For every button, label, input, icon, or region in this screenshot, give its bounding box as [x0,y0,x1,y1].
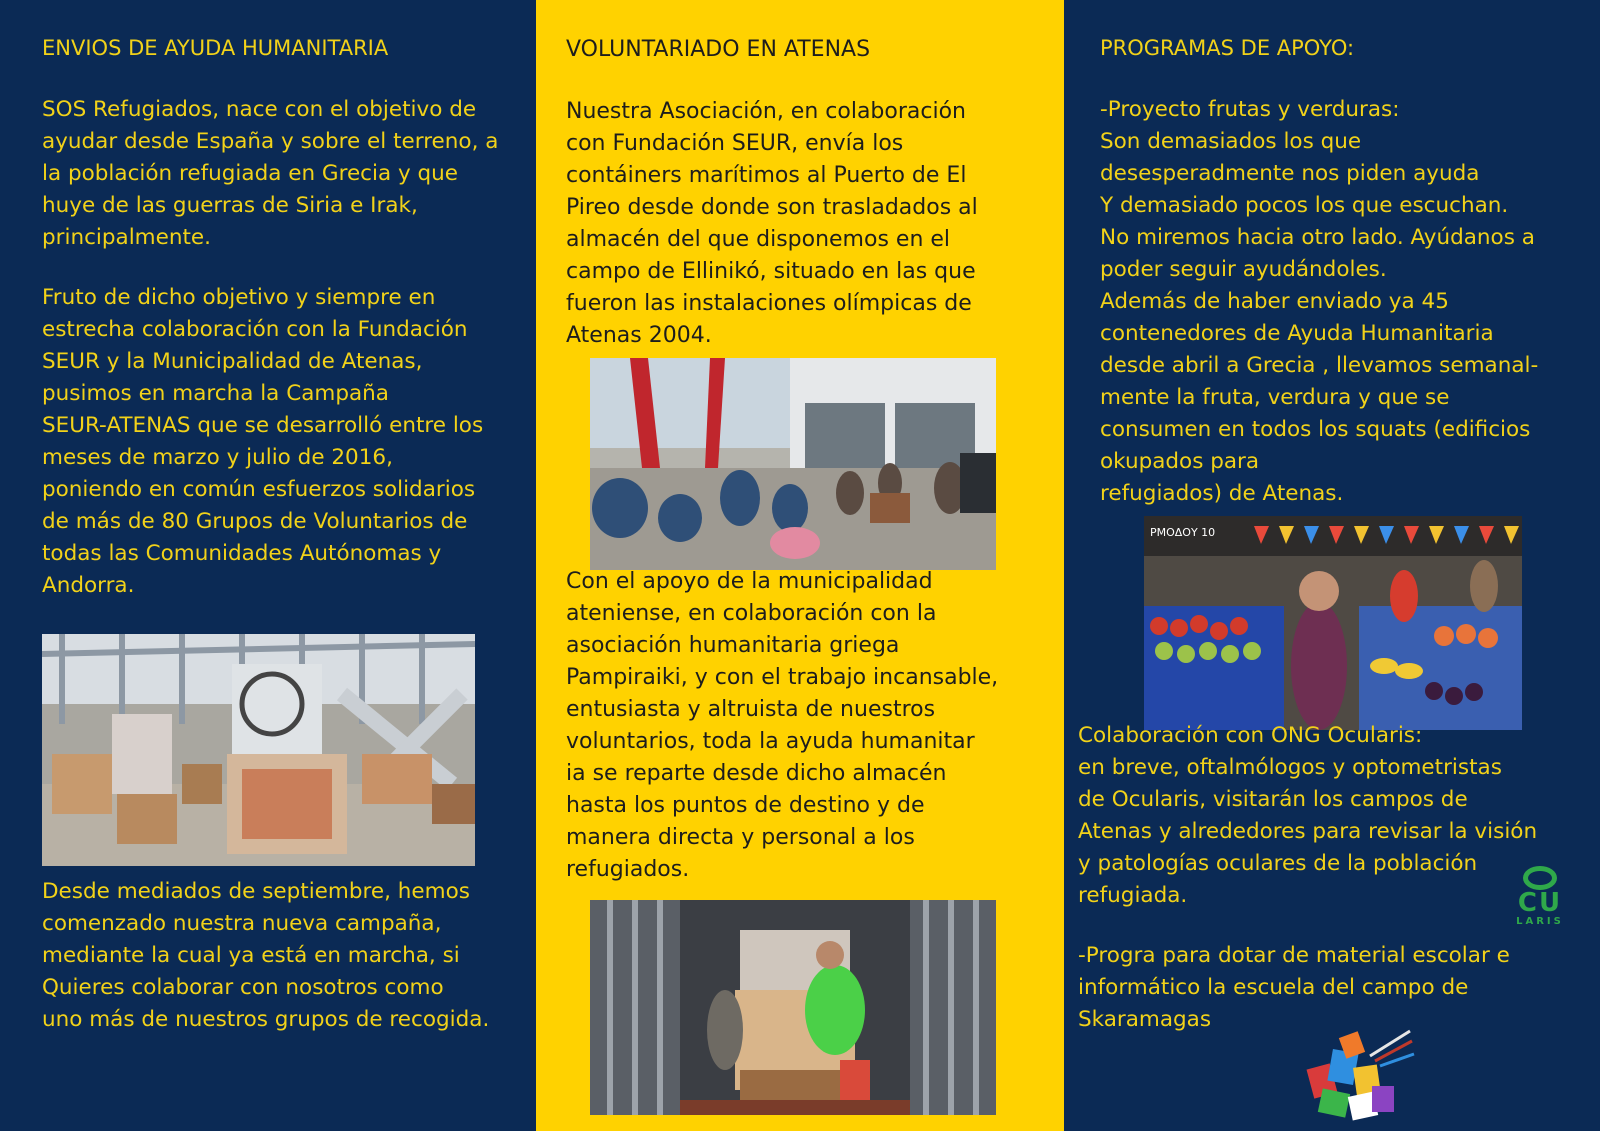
market-photo [1144,516,1522,730]
left-panel [0,0,536,1131]
right-panel [1064,0,1600,1131]
market-sign-text: ΡΜΟΔΟΥ 10 [1150,526,1216,539]
ocularis-eye-icon [1523,866,1557,890]
left-paragraph-1: SOS Refugiados, nace con el objetivo de ayudar desde España y sobre el terreno, a la población refugiada en Grecia y que huye de las guerras de Siria e Irak, principalmente. [42,97,499,250]
ocularis-logo [1508,866,1572,944]
school-supplies-image [1300,1026,1416,1126]
left-heading: ENVIOS DE AYUDA HUMANITARIA [42,36,389,60]
container-photo [590,900,996,1115]
volunteers-photo [590,358,996,570]
right-paragraph-2: Colaboración con ONG Ocularis: en breve, oftalmólogos y optometristas de Ocularis, visitarán los campos de Atenas y alrededores para revisar la visión y patologías oculares de la población refugiada. [1078,723,1538,908]
right-heading: PROGRAMAS DE APOYO: [1100,36,1355,60]
middle-paragraph-1: Nuestra Asociación, en colaboración con Fundación SEUR, envía los contáiners marítimos al Puerto de El Pireo desde donde son trasladados al almacén del que disponemos en el campo de Ellinikó, situado en las que fueron las instalaciones olímpicas de Atenas 2004. [566,99,978,348]
right-paragraph-3: -Progra para dotar de material escolar e informático la escuela del campo de Skaramagas [1078,943,1510,1032]
middle-panel [536,0,1064,1131]
middle-heading: VOLUNTARIADO EN ATENAS [566,37,871,62]
left-paragraph-2: Fruto de dicho objetivo y siempre en estrecha colaboración con la Fundación SEUR y la Municipalidad de Atenas, pusimos en marcha la Campaña SEUR-ATENAS que se desarrolló entre los meses de marzo y julio de 2016, poniendo en común esfuerzos solidarios de más de 80 Grupos de Voluntarios de todas las Comunidades Autónomas y Andorra. [42,285,484,598]
right-paragraph-1: -Proyecto frutas y verduras: Son demasiados los que desesperadmente nos piden ayuda Y demasiado pocos los que escuchan. No miremos hacia otro lado. Ayúdanos a poder seguir ayudándoles. Además de haber enviado ya 45 contenedores de Ayuda Humanitaria desde abril a Grecia , llevamos semanal- mente la fruta, verdura y que se consumen en todos los squats (edificios okupados para refugiados) de Atenas. [1100,97,1539,506]
warehouse-photo [42,634,475,866]
middle-paragraph-2: Con el apoyo de la municipalidad ateniense, en colaboración con la asociación humanitaria griega Pampiraiki, y con el trabajo incansable, entusiasta y altruista de nuestros voluntarios, toda la ayuda humanitar ia se reparte desde dicho almacén hasta los puntos de destino y de manera directa y personal a los refugiados. [566,569,999,882]
left-paragraph-3: Desde mediados de septiembre, hemos comenzado nuestra nueva campaña, mediante la cual ya está en marcha, si Quieres colaborar con nosotros como uno más de nuestros grupos de recogida. [42,879,490,1032]
ocularis-logo-subtext: LARIS [1516,916,1564,927]
ocularis-logo-text: CU [1517,888,1563,918]
